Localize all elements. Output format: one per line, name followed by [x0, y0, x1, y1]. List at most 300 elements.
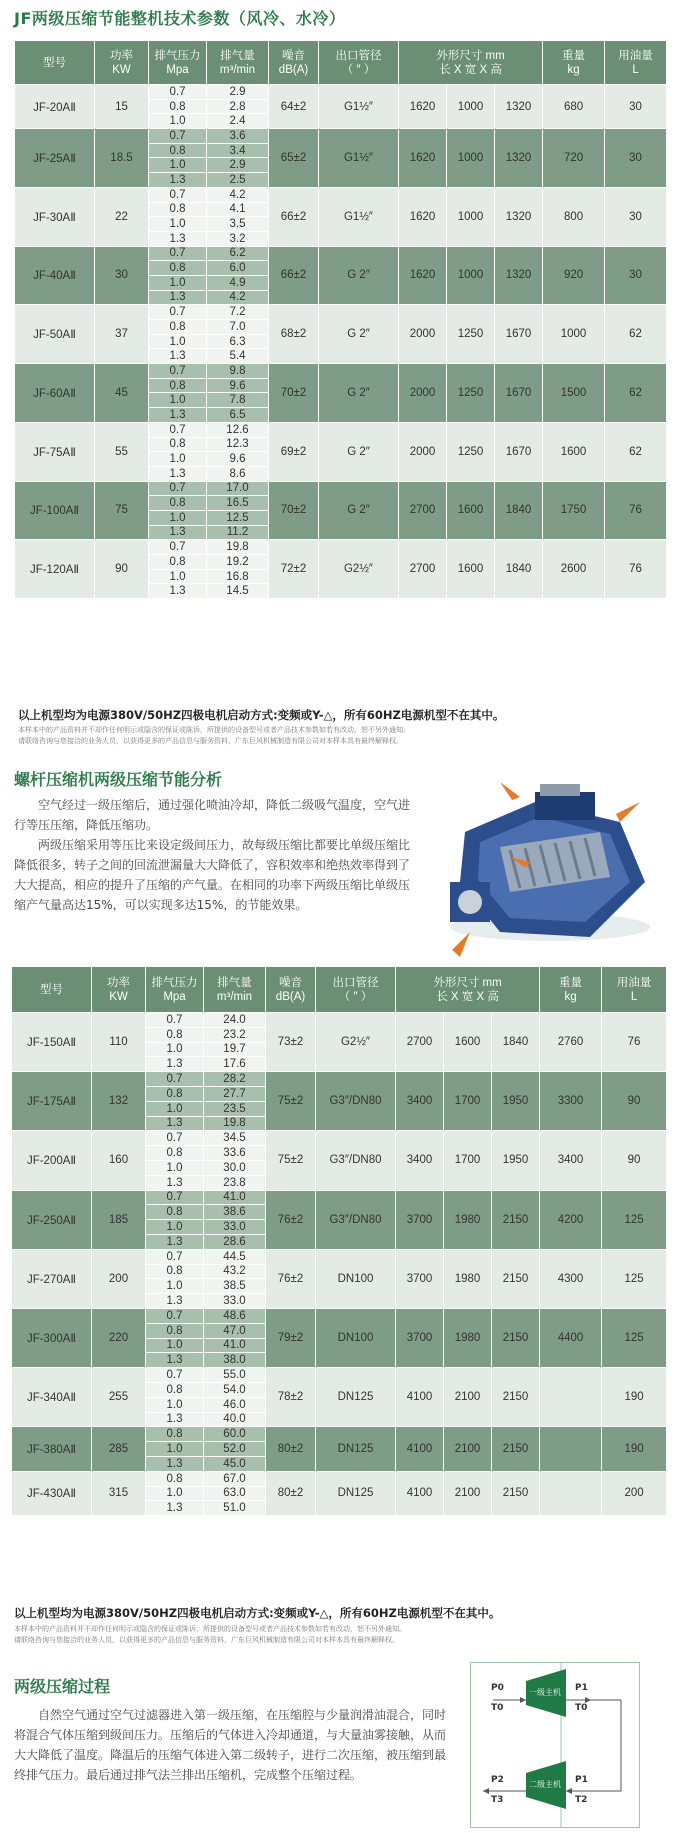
- pressure-cell: 0.7: [149, 481, 207, 496]
- oil-cell: 30: [605, 85, 667, 129]
- t0-upper-label: T0: [575, 1703, 588, 1713]
- pressure-cell: 1.3: [149, 466, 207, 481]
- flow-cell: 17.6: [204, 1057, 266, 1072]
- w-cell: 1980: [444, 1249, 492, 1308]
- power-cell: 315: [92, 1471, 146, 1515]
- pressure-cell: 0.8: [149, 320, 207, 335]
- power-cell: 132: [92, 1072, 146, 1131]
- l-cell: 2000: [399, 364, 447, 423]
- flow-cell: 40.0: [204, 1412, 266, 1427]
- flow-cell: 5.4: [207, 349, 269, 364]
- table-row: [15, 85, 667, 100]
- oil-cell: 30: [605, 246, 667, 305]
- flow-cell: 33.0: [204, 1220, 266, 1235]
- flow-cell: 3.5: [207, 217, 269, 232]
- w-cell: 1250: [447, 422, 495, 481]
- w-cell: 2100: [444, 1368, 492, 1427]
- w-cell: 2100: [444, 1471, 492, 1515]
- flow-cell: 41.0: [204, 1190, 266, 1205]
- w-cell: 1700: [444, 1072, 492, 1131]
- outlet-cell: G1½″: [319, 129, 399, 188]
- noise-cell: 75±2: [266, 1072, 316, 1131]
- header-model: 型号: [15, 41, 95, 85]
- flow-cell: 2.5: [207, 173, 269, 188]
- h-cell: 1670: [495, 364, 543, 423]
- power-cell: 285: [92, 1427, 146, 1471]
- pressure-cell: 1.0: [146, 1101, 204, 1116]
- flow-cell: 38.6: [204, 1205, 266, 1220]
- pressure-cell: 0.8: [149, 378, 207, 393]
- table-row: [12, 1368, 667, 1383]
- h-cell: 2150: [492, 1190, 540, 1249]
- flow-cell: 33.0: [204, 1294, 266, 1309]
- oil-cell: 30: [605, 129, 667, 188]
- pressure-cell: 1.0: [146, 1042, 204, 1057]
- flow-cell: 6.5: [207, 408, 269, 423]
- two-stage-diagram: [470, 1662, 640, 1828]
- pressure-cell: 0.8: [146, 1205, 204, 1220]
- page-title: JF两级压缩节能整机技术参数（风冷、水冷）: [14, 9, 346, 28]
- flow-cell: 4.1: [207, 202, 269, 217]
- weight-cell: 1500: [543, 364, 605, 423]
- noise-cell: 80±2: [266, 1427, 316, 1471]
- flow-cell: 44.5: [204, 1249, 266, 1264]
- flow-cell: 23.2: [204, 1027, 266, 1042]
- pressure-cell: 1.3: [149, 525, 207, 540]
- l-cell: 4100: [396, 1427, 444, 1471]
- noise-cell: 79±2: [266, 1308, 316, 1367]
- pressure-cell: 0.7: [149, 364, 207, 379]
- flow-cell: 9.8: [207, 364, 269, 379]
- h-cell: 1670: [495, 422, 543, 481]
- header-outlet: 出口管径 （ ″ ）: [319, 41, 399, 85]
- power-cell: 90: [95, 540, 149, 599]
- header-dims: 外形尺寸 mm 长 X 宽 X 高: [396, 967, 540, 1013]
- flow-cell: 54.0: [204, 1382, 266, 1397]
- pressure-cell: 1.3: [149, 231, 207, 246]
- weight-cell: [540, 1471, 602, 1515]
- t3-label: T3: [491, 1795, 504, 1805]
- noise-cell: 66±2: [269, 187, 319, 246]
- flow-cell: 17.0: [207, 481, 269, 496]
- oil-cell: 200: [602, 1471, 667, 1515]
- flow-cell: 16.8: [207, 569, 269, 584]
- h-cell: 1320: [495, 129, 543, 188]
- flow-cell: 48.6: [204, 1308, 266, 1323]
- p1-upper-label: P1: [575, 1683, 588, 1693]
- pressure-cell: 0.7: [149, 85, 207, 100]
- l-cell: 3700: [396, 1249, 444, 1308]
- w-cell: 1980: [444, 1308, 492, 1367]
- model-cell: JF-75AⅡ: [15, 422, 95, 481]
- w-cell: 1000: [447, 246, 495, 305]
- oil-cell: 30: [605, 187, 667, 246]
- outlet-cell: G 2″: [319, 364, 399, 423]
- table-row: [15, 187, 667, 202]
- power-cell: 22: [95, 187, 149, 246]
- l-cell: 3700: [396, 1308, 444, 1367]
- flow-cell: 7.2: [207, 305, 269, 320]
- flow-cell: 38.5: [204, 1279, 266, 1294]
- outlet-cell: G 2″: [319, 422, 399, 481]
- flow-cell: 23.8: [204, 1175, 266, 1190]
- pressure-cell: 0.8: [146, 1146, 204, 1161]
- pressure-cell: 1.3: [149, 173, 207, 188]
- weight-cell: 920: [543, 246, 605, 305]
- flow-cell: 60.0: [204, 1427, 266, 1442]
- weight-cell: [540, 1427, 602, 1471]
- header-power: 功率 KW: [95, 41, 149, 85]
- power-cell: 220: [92, 1308, 146, 1367]
- noise-cell: 69±2: [269, 422, 319, 481]
- stage1-label: 一级主机: [529, 1688, 561, 1697]
- flow-cell: 24.0: [204, 1013, 266, 1028]
- flow-cell: 12.6: [207, 422, 269, 437]
- oil-cell: 62: [605, 364, 667, 423]
- flow-cell: 6.2: [207, 246, 269, 261]
- flow-cell: 4.2: [207, 290, 269, 305]
- flow-cell: 27.7: [204, 1086, 266, 1101]
- pressure-cell: 0.8: [149, 261, 207, 276]
- weight-cell: 4300: [540, 1249, 602, 1308]
- power-cell: 75: [95, 481, 149, 540]
- outlet-cell: G1½″: [319, 85, 399, 129]
- flow-cell: 7.0: [207, 320, 269, 335]
- flow-cell: 43.2: [204, 1264, 266, 1279]
- pressure-cell: 0.8: [146, 1382, 204, 1397]
- oil-cell: 76: [605, 540, 667, 599]
- table-row: [15, 422, 667, 437]
- l-cell: 2700: [399, 540, 447, 599]
- spec-table-2: [11, 966, 667, 1516]
- flow-cell: 52.0: [204, 1442, 266, 1457]
- flow-cell: 55.0: [204, 1368, 266, 1383]
- pressure-cell: 0.8: [146, 1323, 204, 1338]
- noise-cell: 73±2: [266, 1013, 316, 1072]
- l-cell: 1620: [399, 85, 447, 129]
- pressure-cell: 1.3: [146, 1353, 204, 1368]
- power-cell: 30: [95, 246, 149, 305]
- oil-cell: 190: [602, 1427, 667, 1471]
- flow-cell: 2.8: [207, 99, 269, 114]
- outlet-cell: G3″/DN80: [316, 1072, 396, 1131]
- w-cell: 1600: [444, 1013, 492, 1072]
- model-cell: JF-150AⅡ: [12, 1013, 92, 1072]
- table-row: [15, 129, 667, 144]
- weight-cell: 720: [543, 129, 605, 188]
- model-cell: JF-30AⅡ: [15, 187, 95, 246]
- model-cell: JF-25AⅡ: [15, 129, 95, 188]
- flow-cell: 19.8: [204, 1116, 266, 1131]
- pressure-cell: 0.7: [146, 1308, 204, 1323]
- pressure-cell: 1.3: [146, 1175, 204, 1190]
- header-weight: 重量 kg: [543, 41, 605, 85]
- outlet-cell: DN125: [316, 1368, 396, 1427]
- power-note-1: 以上机型均为电源380V/50HZ四极电机启动方式:变频或Y-△，所有60HZ电源机型不在其中。: [18, 708, 505, 722]
- noise-cell: 70±2: [269, 364, 319, 423]
- header-oil: 用油量 L: [605, 41, 667, 85]
- flow-cell: 12.5: [207, 510, 269, 525]
- p1-lower-label: P1: [575, 1775, 588, 1785]
- pressure-cell: 0.7: [146, 1368, 204, 1383]
- header-oil: 用油量 L: [602, 967, 667, 1013]
- disclaimer-1b: 请联络咨询与您接洽的业务人员，以获得更多的产品信息与服务资料，广东巨风机械制造有限公司对本样本具有最终解释权。: [18, 737, 403, 745]
- flow-cell: 8.6: [207, 466, 269, 481]
- h-cell: 1320: [495, 187, 543, 246]
- table-row: [12, 1308, 667, 1323]
- h-cell: 1840: [495, 481, 543, 540]
- pressure-cell: 1.0: [146, 1442, 204, 1457]
- pressure-cell: 0.8: [149, 99, 207, 114]
- pressure-cell: 1.3: [149, 349, 207, 364]
- oil-cell: 125: [602, 1308, 667, 1367]
- header-outlet: 出口管径 （ ″ ）: [316, 967, 396, 1013]
- flow-cell: 7.8: [207, 393, 269, 408]
- pressure-cell: 1.0: [149, 114, 207, 129]
- model-cell: JF-20AⅡ: [15, 85, 95, 129]
- outlet-cell: G 2″: [319, 481, 399, 540]
- p0-label: P0: [491, 1683, 504, 1693]
- analysis-paragraph-1: 空气经过一级压缩后，通过强化喷油冷却，降低二级吸气温度，空气进行等压压缩，降低压缩功。: [14, 798, 411, 832]
- pressure-cell: 1.3: [149, 408, 207, 423]
- flow-cell: 33.6: [204, 1146, 266, 1161]
- disclaimer-2a: 本样本中的产品资料并不却作任何明示或隐含的保证或陈诉，所提供的设备型号或者产品技术参数如若有改动，恕不另外通知。: [14, 1625, 406, 1633]
- pressure-cell: 1.0: [146, 1397, 204, 1412]
- h-cell: 1950: [492, 1072, 540, 1131]
- noise-cell: 80±2: [266, 1471, 316, 1515]
- table-row: [12, 1471, 667, 1486]
- oil-cell: 76: [602, 1013, 667, 1072]
- noise-cell: 76±2: [266, 1190, 316, 1249]
- power-cell: 45: [95, 364, 149, 423]
- flow-cell: 9.6: [207, 452, 269, 467]
- flow-cell: 6.0: [207, 261, 269, 276]
- w-cell: 1250: [447, 364, 495, 423]
- header-noise: 噪音 dB(A): [269, 41, 319, 85]
- w-cell: 1250: [447, 305, 495, 364]
- pressure-cell: 0.8: [149, 437, 207, 452]
- power-cell: 55: [95, 422, 149, 481]
- oil-cell: 125: [602, 1249, 667, 1308]
- pressure-cell: 1.3: [146, 1294, 204, 1309]
- weight-cell: 1600: [543, 422, 605, 481]
- disclaimer-1a: 本样本中的产品资料并不却作任何明示或隐含的保证或陈诉，所提供的设备型号或者产品技术参数如若有改动，恕不另外通知。: [18, 726, 410, 734]
- l-cell: 1620: [399, 246, 447, 305]
- flow-cell: 3.4: [207, 143, 269, 158]
- pressure-cell: 0.8: [149, 555, 207, 570]
- pressure-cell: 0.8: [146, 1086, 204, 1101]
- outlet-cell: DN100: [316, 1249, 396, 1308]
- l-cell: 2000: [399, 422, 447, 481]
- weight-cell: 1000: [543, 305, 605, 364]
- pressure-cell: 0.7: [149, 246, 207, 261]
- l-cell: 1620: [399, 187, 447, 246]
- process-paragraph: 自然空气通过空气过滤器进入第一级压缩，在压缩腔与少量润滑油混合，同时将混合气体压缩到级间压力。压缩后的气体进入冷却通道，与大量油雾接触，从而大大降低了温度。降温后的压缩气体进入第二级转子，进行二次压缩，被压缩到最终排气压力。最后通过排气法兰排出压缩机，完成整个压缩过程。: [14, 1708, 447, 1782]
- power-cell: 37: [95, 305, 149, 364]
- oil-cell: 190: [602, 1368, 667, 1427]
- flow-cell: 63.0: [204, 1486, 266, 1501]
- power-cell: 15: [95, 85, 149, 129]
- pressure-cell: 0.8: [149, 143, 207, 158]
- flow-cell: 2.4: [207, 114, 269, 129]
- table-row: [12, 1013, 667, 1028]
- weight-cell: 1750: [543, 481, 605, 540]
- flow-cell: 6.3: [207, 334, 269, 349]
- weight-cell: 2760: [540, 1013, 602, 1072]
- outlet-cell: G1½″: [319, 187, 399, 246]
- weight-cell: [540, 1368, 602, 1427]
- pressure-cell: 1.0: [149, 569, 207, 584]
- weight-cell: 3300: [540, 1072, 602, 1131]
- analysis-title: 螺杆压缩机两级压缩节能分析: [14, 770, 223, 789]
- flow-cell: 28.6: [204, 1234, 266, 1249]
- spec-table-1: [14, 40, 667, 599]
- w-cell: 1700: [444, 1131, 492, 1190]
- table-row: [15, 540, 667, 555]
- pressure-cell: 0.8: [146, 1427, 204, 1442]
- flow-cell: 19.2: [207, 555, 269, 570]
- flow-cell: 30.0: [204, 1160, 266, 1175]
- pressure-cell: 1.0: [146, 1160, 204, 1175]
- flow-cell: 46.0: [204, 1397, 266, 1412]
- noise-cell: 68±2: [269, 305, 319, 364]
- pressure-cell: 0.7: [146, 1013, 204, 1028]
- l-cell: 1620: [399, 129, 447, 188]
- outlet-cell: G3″/DN80: [316, 1190, 396, 1249]
- weight-cell: 4400: [540, 1308, 602, 1367]
- pressure-cell: 1.0: [149, 217, 207, 232]
- flow-cell: 47.0: [204, 1323, 266, 1338]
- noise-cell: 75±2: [266, 1131, 316, 1190]
- oil-cell: 90: [602, 1131, 667, 1190]
- oil-cell: 125: [602, 1190, 667, 1249]
- h-cell: 2150: [492, 1249, 540, 1308]
- header-flow: 排气量 m³/min: [207, 41, 269, 85]
- table-row: [12, 1190, 667, 1205]
- header-dims: 外形尺寸 mm 长 X 宽 X 高: [399, 41, 543, 85]
- model-cell: JF-300AⅡ: [12, 1308, 92, 1367]
- noise-cell: 66±2: [269, 246, 319, 305]
- outlet-cell: DN125: [316, 1427, 396, 1471]
- power-cell: 200: [92, 1249, 146, 1308]
- h-cell: 2150: [492, 1427, 540, 1471]
- h-cell: 1950: [492, 1131, 540, 1190]
- model-cell: JF-120AⅡ: [15, 540, 95, 599]
- flow-cell: 2.9: [207, 85, 269, 100]
- pressure-cell: 1.0: [149, 275, 207, 290]
- model-cell: JF-340AⅡ: [12, 1368, 92, 1427]
- pressure-cell: 0.7: [149, 129, 207, 144]
- l-cell: 2700: [396, 1013, 444, 1072]
- table-row: [12, 1249, 667, 1264]
- w-cell: 2100: [444, 1427, 492, 1471]
- weight-cell: 2600: [543, 540, 605, 599]
- l-cell: 4100: [396, 1471, 444, 1515]
- pressure-cell: 1.0: [146, 1338, 204, 1353]
- pressure-cell: 1.0: [146, 1279, 204, 1294]
- w-cell: 1600: [447, 481, 495, 540]
- noise-cell: 64±2: [269, 85, 319, 129]
- model-cell: JF-250AⅡ: [12, 1190, 92, 1249]
- l-cell: 3400: [396, 1072, 444, 1131]
- w-cell: 1000: [447, 187, 495, 246]
- noise-cell: 78±2: [266, 1368, 316, 1427]
- outlet-cell: DN100: [316, 1308, 396, 1367]
- flow-cell: 16.5: [207, 496, 269, 511]
- pressure-cell: 1.3: [146, 1234, 204, 1249]
- h-cell: 1320: [495, 85, 543, 129]
- w-cell: 1000: [447, 85, 495, 129]
- flow-cell: 4.9: [207, 275, 269, 290]
- weight-cell: 680: [543, 85, 605, 129]
- pressure-cell: 0.7: [149, 187, 207, 202]
- model-cell: JF-200AⅡ: [12, 1131, 92, 1190]
- h-cell: 2150: [492, 1368, 540, 1427]
- pressure-cell: 0.7: [146, 1131, 204, 1146]
- pressure-cell: 0.8: [149, 496, 207, 511]
- pressure-cell: 1.0: [149, 158, 207, 173]
- table-row: [12, 1072, 667, 1087]
- model-cell: JF-100AⅡ: [15, 481, 95, 540]
- header-weight: 重量 kg: [540, 967, 602, 1013]
- process-title: 两级压缩过程: [14, 1677, 111, 1696]
- table-row: [15, 305, 667, 320]
- pressure-cell: 0.7: [146, 1249, 204, 1264]
- header-model: 型号: [12, 967, 92, 1013]
- flow-cell: 34.5: [204, 1131, 266, 1146]
- h-cell: 2150: [492, 1471, 540, 1515]
- w-cell: 1600: [447, 540, 495, 599]
- pressure-cell: 0.7: [146, 1072, 204, 1087]
- t0-label: T0: [491, 1703, 504, 1713]
- flow-cell: 11.2: [207, 525, 269, 540]
- pressure-cell: 1.3: [146, 1057, 204, 1072]
- flow-cell: 4.2: [207, 187, 269, 202]
- outlet-cell: DN125: [316, 1471, 396, 1515]
- compressor-illustration: [440, 762, 665, 962]
- h-cell: 1840: [495, 540, 543, 599]
- pressure-cell: 1.0: [149, 510, 207, 525]
- flow-cell: 41.0: [204, 1338, 266, 1353]
- pressure-cell: 0.7: [149, 305, 207, 320]
- table-row: [15, 246, 667, 261]
- model-cell: JF-50AⅡ: [15, 305, 95, 364]
- outlet-cell: G3″/DN80: [316, 1131, 396, 1190]
- flow-cell: 38.0: [204, 1353, 266, 1368]
- header-pressure: 排气压力 Mpa: [149, 41, 207, 85]
- table-row: [12, 1427, 667, 1442]
- flow-cell: 45.0: [204, 1456, 266, 1471]
- pressure-cell: 1.3: [146, 1501, 204, 1516]
- analysis-paragraph-2: 两级压缩采用等压比来设定级间压力，故每级压缩比都要比单级压缩比降低很多，转子之间的回流泄漏量大大降低了，容积效率和绝热效率得到了大大提高，相应的提升了压缩的产气量。在相同的功率下两级压缩比单级压缩产气量高达15%，可以实现多达15%，的节能效果。: [14, 838, 411, 912]
- h-cell: 2150: [492, 1308, 540, 1367]
- flow-cell: 9.6: [207, 378, 269, 393]
- table-row: [15, 364, 667, 379]
- model-cell: JF-380AⅡ: [12, 1427, 92, 1471]
- power-note-2: 以上机型均为电源380V/50HZ四极电机启动方式:变频或Y-△，所有60HZ电源机型不在其中。: [14, 1606, 501, 1620]
- pressure-cell: 1.3: [149, 290, 207, 305]
- l-cell: 2700: [399, 481, 447, 540]
- weight-cell: 800: [543, 187, 605, 246]
- outlet-cell: G2½″: [316, 1013, 396, 1072]
- flow-cell: 2.9: [207, 158, 269, 173]
- header-pressure: 排气压力 Mpa: [146, 967, 204, 1013]
- model-cell: JF-60AⅡ: [15, 364, 95, 423]
- p2-label: P2: [491, 1775, 504, 1785]
- w-cell: 1980: [444, 1190, 492, 1249]
- flow-cell: 19.8: [207, 540, 269, 555]
- pressure-cell: 1.0: [149, 452, 207, 467]
